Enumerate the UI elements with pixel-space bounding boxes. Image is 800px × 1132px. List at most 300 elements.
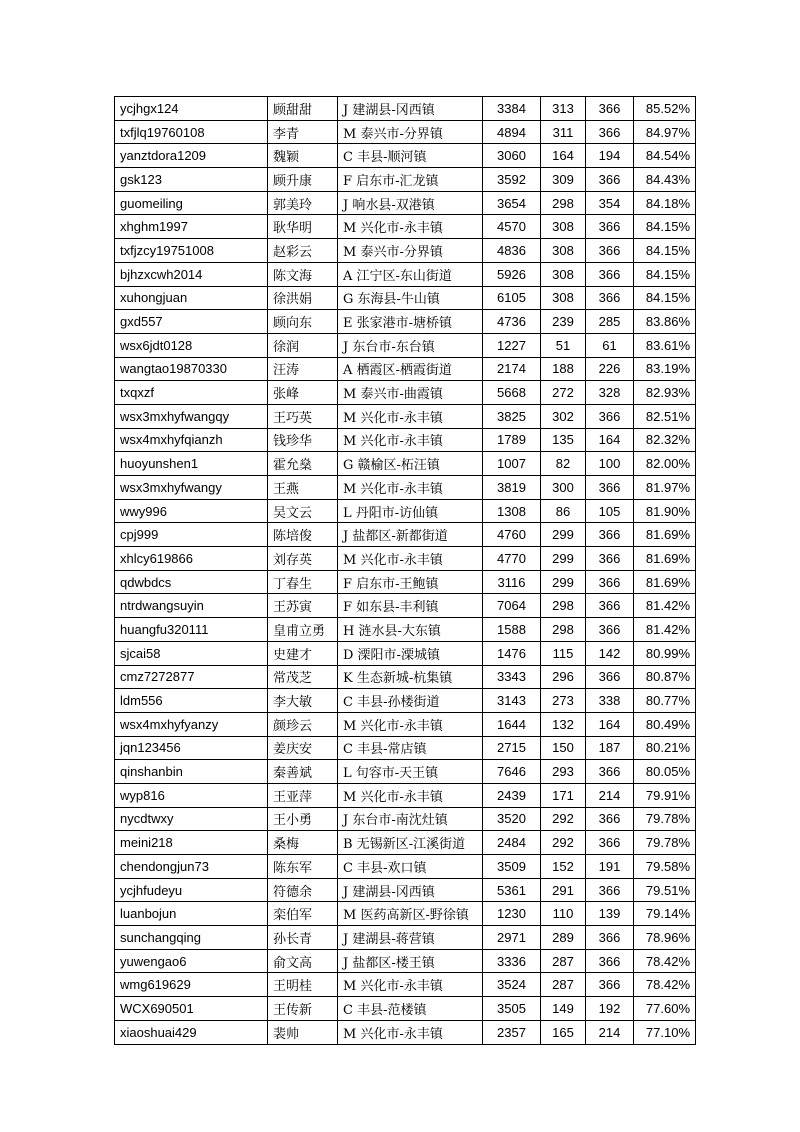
user-id-cell: txqxzf xyxy=(115,381,268,405)
user-id-cell: jqn123456 xyxy=(115,736,268,760)
days-active-cell: 171 xyxy=(541,783,586,807)
user-id-cell: wmg619629 xyxy=(115,973,268,997)
table-row xyxy=(115,855,696,879)
rate-cell: 77.10% xyxy=(634,1020,696,1044)
days-active-cell: 313 xyxy=(541,97,586,121)
user-id-cell: wsx4mxhyfyanzy xyxy=(115,712,268,736)
user-name-cell: 王苏寅 xyxy=(268,594,338,618)
user-id-cell: cpj999 xyxy=(115,523,268,547)
score-cell: 1644 xyxy=(483,712,541,736)
score-cell: 7646 xyxy=(483,760,541,784)
rate-cell: 80.21% xyxy=(634,736,696,760)
score-cell: 6105 xyxy=(483,286,541,310)
score-cell: 3116 xyxy=(483,570,541,594)
rate-cell: 83.86% xyxy=(634,310,696,334)
days-active-cell: 239 xyxy=(541,310,586,334)
days-active-cell: 132 xyxy=(541,712,586,736)
region-cell: C 丰县-顺河镇 xyxy=(338,144,483,168)
rate-cell: 79.58% xyxy=(634,855,696,879)
score-cell: 4736 xyxy=(483,310,541,334)
score-cell: 3520 xyxy=(483,807,541,831)
table-row xyxy=(115,878,696,902)
table-row xyxy=(115,239,696,263)
user-name-cell: 俞文高 xyxy=(268,949,338,973)
days-active-cell: 82 xyxy=(541,452,586,476)
days-total-cell: 366 xyxy=(586,547,634,571)
score-cell: 3825 xyxy=(483,404,541,428)
days-active-cell: 308 xyxy=(541,262,586,286)
days-active-cell: 308 xyxy=(541,215,586,239)
days-active-cell: 289 xyxy=(541,926,586,950)
score-cell: 1230 xyxy=(483,902,541,926)
days-total-cell: 142 xyxy=(586,641,634,665)
days-active-cell: 150 xyxy=(541,736,586,760)
user-id-cell: gsk123 xyxy=(115,168,268,192)
user-name-cell: 钱珍华 xyxy=(268,428,338,452)
rate-cell: 80.77% xyxy=(634,689,696,713)
rate-cell: 79.78% xyxy=(634,807,696,831)
user-id-cell: wsx6jdt0128 xyxy=(115,333,268,357)
user-id-cell: wsx4mxhyfqianzh xyxy=(115,428,268,452)
region-cell: M 兴化市-永丰镇 xyxy=(338,783,483,807)
table-row xyxy=(115,144,696,168)
rate-cell: 83.61% xyxy=(634,333,696,357)
score-cell: 2174 xyxy=(483,357,541,381)
user-name-cell: 顾向东 xyxy=(268,310,338,334)
user-id-cell: guomeiling xyxy=(115,191,268,215)
rate-cell: 82.51% xyxy=(634,404,696,428)
rate-cell: 80.99% xyxy=(634,641,696,665)
score-cell: 1476 xyxy=(483,641,541,665)
days-total-cell: 338 xyxy=(586,689,634,713)
days-active-cell: 152 xyxy=(541,855,586,879)
rate-cell: 84.15% xyxy=(634,215,696,239)
user-name-cell: 符德余 xyxy=(268,878,338,902)
user-id-cell: txfjzcy19751008 xyxy=(115,239,268,263)
user-name-cell: 徐洪娟 xyxy=(268,286,338,310)
user-id-cell: ldm556 xyxy=(115,689,268,713)
score-cell: 7064 xyxy=(483,594,541,618)
rate-cell: 84.15% xyxy=(634,262,696,286)
user-id-cell: gxd557 xyxy=(115,310,268,334)
table-row xyxy=(115,333,696,357)
region-cell: G 东海县-牛山镇 xyxy=(338,286,483,310)
table-row xyxy=(115,641,696,665)
days-total-cell: 366 xyxy=(586,594,634,618)
user-name-cell: 霍允燊 xyxy=(268,452,338,476)
region-cell: J 东台市-东台镇 xyxy=(338,333,483,357)
table-row xyxy=(115,357,696,381)
score-cell: 2484 xyxy=(483,831,541,855)
user-id-cell: wsx3mxhyfwangy xyxy=(115,476,268,500)
days-active-cell: 292 xyxy=(541,807,586,831)
days-total-cell: 366 xyxy=(586,239,634,263)
user-name-cell: 王小勇 xyxy=(268,807,338,831)
user-id-cell: wsx3mxhyfwangqy xyxy=(115,404,268,428)
user-id-cell: sunchangqing xyxy=(115,926,268,950)
days-total-cell: 366 xyxy=(586,286,634,310)
score-cell: 3343 xyxy=(483,665,541,689)
days-active-cell: 299 xyxy=(541,547,586,571)
user-name-cell: 吴文云 xyxy=(268,499,338,523)
table-row xyxy=(115,523,696,547)
table-row xyxy=(115,191,696,215)
region-cell: B 无锡新区-江溪街道 xyxy=(338,831,483,855)
table-row xyxy=(115,286,696,310)
days-total-cell: 366 xyxy=(586,570,634,594)
region-cell: M 兴化市-永丰镇 xyxy=(338,973,483,997)
table-row xyxy=(115,949,696,973)
days-active-cell: 299 xyxy=(541,523,586,547)
score-cell: 3592 xyxy=(483,168,541,192)
user-name-cell: 耿华明 xyxy=(268,215,338,239)
days-active-cell: 149 xyxy=(541,997,586,1021)
user-name-cell: 孙长青 xyxy=(268,926,338,950)
days-active-cell: 135 xyxy=(541,428,586,452)
days-total-cell: 366 xyxy=(586,618,634,642)
rate-cell: 78.42% xyxy=(634,973,696,997)
days-active-cell: 311 xyxy=(541,120,586,144)
region-cell: D 溧阳市-溧城镇 xyxy=(338,641,483,665)
days-total-cell: 366 xyxy=(586,168,634,192)
user-name-cell: 徐润 xyxy=(268,333,338,357)
user-id-cell: WCX690501 xyxy=(115,997,268,1021)
rate-cell: 81.42% xyxy=(634,594,696,618)
user-id-cell: luanbojun xyxy=(115,902,268,926)
days-active-cell: 273 xyxy=(541,689,586,713)
rate-cell: 83.19% xyxy=(634,357,696,381)
rate-cell: 84.15% xyxy=(634,286,696,310)
score-cell: 4770 xyxy=(483,547,541,571)
days-active-cell: 165 xyxy=(541,1020,586,1044)
days-total-cell: 366 xyxy=(586,262,634,286)
table-row xyxy=(115,831,696,855)
days-total-cell: 366 xyxy=(586,973,634,997)
user-id-cell: qinshanbin xyxy=(115,760,268,784)
score-cell: 3505 xyxy=(483,997,541,1021)
rate-cell: 78.42% xyxy=(634,949,696,973)
region-cell: J 建湖县-冈西镇 xyxy=(338,97,483,121)
user-id-cell: xhghm1997 xyxy=(115,215,268,239)
days-active-cell: 296 xyxy=(541,665,586,689)
region-cell: J 盐都区-楼王镇 xyxy=(338,949,483,973)
days-total-cell: 214 xyxy=(586,1020,634,1044)
user-id-cell: wangtao19870330 xyxy=(115,357,268,381)
days-total-cell: 139 xyxy=(586,902,634,926)
days-total-cell: 105 xyxy=(586,499,634,523)
days-active-cell: 309 xyxy=(541,168,586,192)
days-active-cell: 291 xyxy=(541,878,586,902)
score-cell: 4760 xyxy=(483,523,541,547)
score-cell: 5361 xyxy=(483,878,541,902)
user-name-cell: 皇甫立勇 xyxy=(268,618,338,642)
rate-cell: 81.42% xyxy=(634,618,696,642)
table-row xyxy=(115,404,696,428)
days-active-cell: 51 xyxy=(541,333,586,357)
days-active-cell: 110 xyxy=(541,902,586,926)
days-active-cell: 298 xyxy=(541,618,586,642)
rate-cell: 80.87% xyxy=(634,665,696,689)
table-row xyxy=(115,783,696,807)
user-id-cell: huoyunshen1 xyxy=(115,452,268,476)
days-active-cell: 272 xyxy=(541,381,586,405)
user-name-cell: 李青 xyxy=(268,120,338,144)
days-total-cell: 366 xyxy=(586,523,634,547)
region-cell: M 兴化市-永丰镇 xyxy=(338,215,483,239)
user-id-cell: yanztdora1209 xyxy=(115,144,268,168)
days-active-cell: 86 xyxy=(541,499,586,523)
user-name-cell: 王明桂 xyxy=(268,973,338,997)
days-total-cell: 354 xyxy=(586,191,634,215)
region-cell: F 启东市-王鲍镇 xyxy=(338,570,483,594)
score-cell: 1588 xyxy=(483,618,541,642)
score-cell: 4894 xyxy=(483,120,541,144)
days-total-cell: 366 xyxy=(586,878,634,902)
days-active-cell: 302 xyxy=(541,404,586,428)
score-cell: 3524 xyxy=(483,973,541,997)
days-total-cell: 194 xyxy=(586,144,634,168)
table-row xyxy=(115,168,696,192)
user-name-cell: 王巧英 xyxy=(268,404,338,428)
rate-cell: 85.52% xyxy=(634,97,696,121)
days-total-cell: 366 xyxy=(586,97,634,121)
region-cell: H 涟水县-大东镇 xyxy=(338,618,483,642)
score-cell: 2715 xyxy=(483,736,541,760)
region-cell: M 兴化市-永丰镇 xyxy=(338,404,483,428)
rate-cell: 78.96% xyxy=(634,926,696,950)
table-row xyxy=(115,120,696,144)
score-cell: 3654 xyxy=(483,191,541,215)
region-cell: K 生态新城-杭集镇 xyxy=(338,665,483,689)
region-cell: J 建湖县-蒋营镇 xyxy=(338,926,483,950)
table-row xyxy=(115,570,696,594)
region-cell: A 栖霞区-栖霞街道 xyxy=(338,357,483,381)
region-cell: J 建湖县-冈西镇 xyxy=(338,878,483,902)
days-total-cell: 164 xyxy=(586,428,634,452)
user-id-cell: ycjhfudeyu xyxy=(115,878,268,902)
region-cell: G 赣榆区-柘汪镇 xyxy=(338,452,483,476)
table-row xyxy=(115,736,696,760)
region-cell: J 盐都区-新都街道 xyxy=(338,523,483,547)
user-id-cell: nycdtwxy xyxy=(115,807,268,831)
table-row xyxy=(115,926,696,950)
user-name-cell: 桑梅 xyxy=(268,831,338,855)
table-row xyxy=(115,215,696,239)
rate-cell: 84.97% xyxy=(634,120,696,144)
days-total-cell: 226 xyxy=(586,357,634,381)
user-name-cell: 王燕 xyxy=(268,476,338,500)
user-id-cell: txfjlq19760108 xyxy=(115,120,268,144)
days-total-cell: 61 xyxy=(586,333,634,357)
region-cell: F 如东县-丰利镇 xyxy=(338,594,483,618)
score-cell: 3819 xyxy=(483,476,541,500)
user-id-cell: sjcai58 xyxy=(115,641,268,665)
user-name-cell: 栾伯军 xyxy=(268,902,338,926)
region-cell: J 东台市-南沈灶镇 xyxy=(338,807,483,831)
table-row xyxy=(115,262,696,286)
user-name-cell: 陈培俊 xyxy=(268,523,338,547)
score-cell: 2439 xyxy=(483,783,541,807)
days-active-cell: 292 xyxy=(541,831,586,855)
score-cell: 5926 xyxy=(483,262,541,286)
days-active-cell: 298 xyxy=(541,191,586,215)
rate-cell: 81.90% xyxy=(634,499,696,523)
region-cell: M 泰兴市-分界镇 xyxy=(338,239,483,263)
table-row xyxy=(115,712,696,736)
days-active-cell: 164 xyxy=(541,144,586,168)
region-cell: M 泰兴市-分界镇 xyxy=(338,120,483,144)
days-total-cell: 214 xyxy=(586,783,634,807)
rate-cell: 80.49% xyxy=(634,712,696,736)
user-id-cell: meini218 xyxy=(115,831,268,855)
rate-cell: 84.43% xyxy=(634,168,696,192)
user-id-cell: cmz7272877 xyxy=(115,665,268,689)
user-id-cell: ntrdwangsuyin xyxy=(115,594,268,618)
user-id-cell: xhlcy619866 xyxy=(115,547,268,571)
region-cell: L 句容市-天王镇 xyxy=(338,760,483,784)
days-total-cell: 100 xyxy=(586,452,634,476)
user-name-cell: 丁春生 xyxy=(268,570,338,594)
table-row xyxy=(115,97,696,121)
user-name-cell: 顾甜甜 xyxy=(268,97,338,121)
table-row xyxy=(115,476,696,500)
user-id-cell: wyp816 xyxy=(115,783,268,807)
region-cell: E 张家港市-塘桥镇 xyxy=(338,310,483,334)
user-name-cell: 王亚萍 xyxy=(268,783,338,807)
user-name-cell: 秦善斌 xyxy=(268,760,338,784)
region-cell: C 丰县-常店镇 xyxy=(338,736,483,760)
table-row xyxy=(115,499,696,523)
table-row xyxy=(115,902,696,926)
user-name-cell: 魏颖 xyxy=(268,144,338,168)
table-row xyxy=(115,594,696,618)
table-row xyxy=(115,689,696,713)
region-cell: M 兴化市-永丰镇 xyxy=(338,547,483,571)
rate-cell: 79.91% xyxy=(634,783,696,807)
user-name-cell: 刘存英 xyxy=(268,547,338,571)
rate-cell: 84.15% xyxy=(634,239,696,263)
rate-cell: 81.69% xyxy=(634,523,696,547)
days-total-cell: 366 xyxy=(586,831,634,855)
score-cell: 1789 xyxy=(483,428,541,452)
table-row xyxy=(115,547,696,571)
days-total-cell: 366 xyxy=(586,665,634,689)
days-total-cell: 366 xyxy=(586,476,634,500)
table-row xyxy=(115,807,696,831)
table-row xyxy=(115,310,696,334)
days-total-cell: 192 xyxy=(586,997,634,1021)
days-total-cell: 164 xyxy=(586,712,634,736)
table-body xyxy=(115,97,696,1045)
user-id-cell: wwy996 xyxy=(115,499,268,523)
rate-cell: 77.60% xyxy=(634,997,696,1021)
user-name-cell: 史建才 xyxy=(268,641,338,665)
score-cell: 1227 xyxy=(483,333,541,357)
days-total-cell: 187 xyxy=(586,736,634,760)
score-cell: 3336 xyxy=(483,949,541,973)
user-name-cell: 李大敏 xyxy=(268,689,338,713)
region-cell: M 兴化市-永丰镇 xyxy=(338,428,483,452)
table-row xyxy=(115,973,696,997)
user-id-cell: ycjhgx124 xyxy=(115,97,268,121)
days-total-cell: 285 xyxy=(586,310,634,334)
user-name-cell: 姜庆安 xyxy=(268,736,338,760)
rate-cell: 82.00% xyxy=(634,452,696,476)
user-name-cell: 汪涛 xyxy=(268,357,338,381)
region-cell: C 丰县-孙楼街道 xyxy=(338,689,483,713)
table-row xyxy=(115,665,696,689)
region-cell: C 丰县-范楼镇 xyxy=(338,997,483,1021)
days-active-cell: 287 xyxy=(541,973,586,997)
table-row xyxy=(115,1020,696,1044)
user-id-cell: xiaoshuai429 xyxy=(115,1020,268,1044)
user-name-cell: 颜珍云 xyxy=(268,712,338,736)
score-cell: 4836 xyxy=(483,239,541,263)
days-total-cell: 366 xyxy=(586,215,634,239)
user-name-cell: 顾升康 xyxy=(268,168,338,192)
table-row xyxy=(115,618,696,642)
user-name-cell: 王传新 xyxy=(268,997,338,1021)
score-cell: 2357 xyxy=(483,1020,541,1044)
days-total-cell: 366 xyxy=(586,404,634,428)
days-active-cell: 298 xyxy=(541,594,586,618)
score-cell: 1007 xyxy=(483,452,541,476)
rate-cell: 81.69% xyxy=(634,570,696,594)
user-name-cell: 裴帅 xyxy=(268,1020,338,1044)
days-active-cell: 287 xyxy=(541,949,586,973)
region-cell: F 启东市-汇龙镇 xyxy=(338,168,483,192)
days-active-cell: 293 xyxy=(541,760,586,784)
table-row xyxy=(115,381,696,405)
user-id-cell: qdwbdcs xyxy=(115,570,268,594)
days-total-cell: 366 xyxy=(586,807,634,831)
user-id-cell: huangfu320111 xyxy=(115,618,268,642)
table-row xyxy=(115,428,696,452)
user-name-cell: 陈文海 xyxy=(268,262,338,286)
score-cell: 5668 xyxy=(483,381,541,405)
rate-cell: 81.97% xyxy=(634,476,696,500)
user-id-cell: yuwengao6 xyxy=(115,949,268,973)
user-id-cell: xuhongjuan xyxy=(115,286,268,310)
score-cell: 3384 xyxy=(483,97,541,121)
rate-cell: 79.51% xyxy=(634,878,696,902)
region-cell: L 丹阳市-访仙镇 xyxy=(338,499,483,523)
user-name-cell: 常茂芝 xyxy=(268,665,338,689)
days-active-cell: 115 xyxy=(541,641,586,665)
rate-cell: 81.69% xyxy=(634,547,696,571)
region-cell: M 医药高新区-野徐镇 xyxy=(338,902,483,926)
days-total-cell: 366 xyxy=(586,926,634,950)
table-row xyxy=(115,452,696,476)
rate-cell: 82.32% xyxy=(634,428,696,452)
score-cell: 3143 xyxy=(483,689,541,713)
days-total-cell: 366 xyxy=(586,760,634,784)
days-active-cell: 308 xyxy=(541,286,586,310)
rate-cell: 79.78% xyxy=(634,831,696,855)
rate-cell: 79.14% xyxy=(634,902,696,926)
user-name-cell: 郭美玲 xyxy=(268,191,338,215)
user-name-cell: 赵彩云 xyxy=(268,239,338,263)
region-cell: J 响水县-双港镇 xyxy=(338,191,483,215)
days-total-cell: 328 xyxy=(586,381,634,405)
days-active-cell: 300 xyxy=(541,476,586,500)
score-cell: 4570 xyxy=(483,215,541,239)
score-cell: 3509 xyxy=(483,855,541,879)
days-active-cell: 308 xyxy=(541,239,586,263)
score-cell: 3060 xyxy=(483,144,541,168)
days-total-cell: 191 xyxy=(586,855,634,879)
user-name-cell: 张峰 xyxy=(268,381,338,405)
